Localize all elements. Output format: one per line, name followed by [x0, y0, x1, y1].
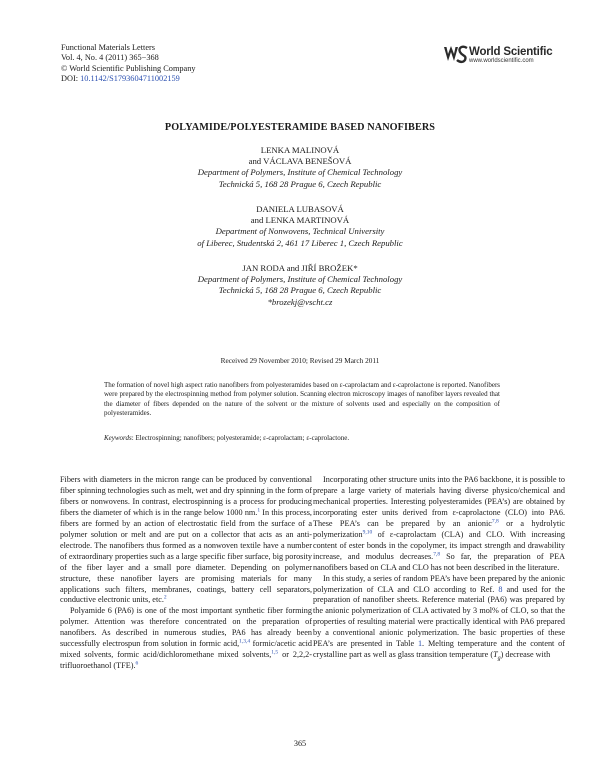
citation[interactable]: 2: [163, 594, 167, 601]
author-group-2: [0, 204, 600, 249]
keywords-label: Keywords: [104, 434, 132, 442]
author-names: and LENKA MARTINOVÁ: [250, 215, 350, 226]
world-scientific-logo-icon: [443, 44, 469, 64]
received-dates: Received 29 November 2010; Revised 29 March 2011: [220, 356, 380, 365]
citation[interactable]: 9,10: [362, 529, 373, 536]
author-names: LENKA MALINOVÁ: [260, 145, 340, 155]
doi-link[interactable]: 10.1142/S1793604711002159: [80, 74, 180, 84]
affiliation: Department of Nonwovens, Technical University: [215, 226, 385, 237]
journal-name: Functional Materials Letters: [61, 43, 156, 52]
publisher-name: World Scientific: [469, 46, 553, 58]
citation[interactable]: 1,3,4: [239, 638, 251, 645]
body-column-right: [313, 475, 565, 665]
journal-doi: DOI: 10.1142/S1793604711002159: [61, 74, 180, 84]
body-column-left: [60, 475, 312, 672]
author-names: and VÁCLAVA BENEŠOVÁ: [248, 156, 352, 167]
affiliation: Technická 5, 168 28 Prague 6, Czech Republic: [218, 285, 382, 296]
keywords: [104, 434, 500, 443]
journal-header: [61, 43, 196, 85]
paragraph: Incorporating other structure units into the PA6 backbone, it is possible to prepare a large variety of materials having diverse physico/chemical and mechanical properties. Interesting polyesteramides (PEA’s) are obtained by incorporating ester units derived from ε-caprolactone (CLO) into PA6. These PEA’s can be prepared by an anionic$^{7,8}$ or a hydrolytic polymerization$^{9,10}$ of ε-caprolactam (CLA) and CLO. With increasing content of ester bonds in the copolymer, its impact strength and drawability increase, and modulus decreases.$^{7,8}$ So far, the preparation of PEA nanofibers based on CLA and CLO has not been described in the literature.: [313, 475, 566, 572]
paragraph: Fibers with diameters in the micron range can be produced by conventional fiber spinning technologies such as melt, wet and dry spinning in the form of fibers or nonwovens. In contrast, electrospinning is a process for producing fibers the diameter of which is in the range below 1000 nm.$^1$ In this process, fibers are formed by an action of electrostatic field from the surface of a polymer solution or melt and are put on a collector that acts as an anti-electrode. The nanofibers thus formed as a nonwoven textile have a number of extraordinary properties such as a large specific fiber surface, big porosity of the fiber layer and a small pore diameter. Depending on polymer structure, these nanofiber layers are promising materials for many applications such filters, membranes, coatings, battery cell separators, conductive electronic units, etc.$^2$: [60, 475, 312, 605]
citation[interactable]: 7,8: [433, 550, 441, 557]
paragraph: In this study, a series of random PEA’s have been prepared by the anionic polymerization of CLA and CLO according to Ref. 8 and used for the preparation of nanofiber sheets. Reference material (PA6) was prepared by the anionic polymerization of CLA activated by 3 mol% of CLO, so that the properties of resulting material were practically identical with PA6 prepared by a conventional anionic polymerization. The basic properties of these PEA’s are presented in Table 1. Melting temperature and the content of crystalline part as well as glass transition temperature $(T_g)$ decrease with: [313, 573, 565, 662]
journal-volume: Vol. 4, No. 4 (2011) 365−368: [61, 53, 159, 63]
publisher-logo: [443, 44, 558, 66]
citation[interactable]: 6: [135, 660, 139, 667]
author-group-3: [0, 263, 600, 308]
citation[interactable]: 7,8: [491, 518, 499, 525]
author-email: *brozekj@vscht.cz: [267, 296, 333, 307]
publisher-url: www.worldscientific.com: [469, 58, 534, 64]
author-group-1: [0, 145, 600, 190]
abstract: The formation of novel high aspect ratio nanofibers from polyesteramides based on ε-caprolactam and ε-caprolactone is reported. Nanofibers were prepared by the electrospinning method from polymer solution. Scanning electron microscopy images of nanofiber layers revealed that the diameter of fibers depended on the nature of the solvent or the mixture of solvents used and especially on the composition of polyesteramides.: [104, 381, 500, 417]
author-names: DANIELA LUBASOVÁ: [256, 204, 344, 214]
journal-copyright: © World Scientific Publishing Company: [61, 63, 196, 73]
page-number: 365: [293, 739, 307, 748]
affiliation: of Liberec, Studentská 2, 461 17 Liberec 1, Czech Republic: [197, 237, 403, 248]
table-link[interactable]: 1: [417, 639, 423, 649]
reference-link[interactable]: 8: [498, 584, 503, 594]
paragraph: Polyamide 6 (PA6) is one of the most important synthetic fiber forming polymer. Attention was therefore concentrated on the preparation of nanofibers. As described in numerous studies, PA6 has already been successfully electrospun from solution in formic acid,$^{1,3,4}$ formic/acetic acid mixed solvents, formic acid/dichloromethane mixed solvents,$^{1,5}$ or 2,2,2-trifluoroethanol (TFE).$^6$: [60, 606, 313, 671]
affiliation: Technická 5, 168 28 Prague 6, Czech Republic: [218, 178, 382, 189]
paper-title: POLYAMIDE/POLYESTERAMIDE BASED NANOFIBERS: [164, 122, 436, 133]
citation[interactable]: 1,5: [271, 649, 279, 656]
citation[interactable]: 1: [257, 507, 261, 514]
author-names: JAN RODA and JIŘÍ BROŽEK*: [242, 263, 358, 273]
affiliation: Department of Polymers, Institute of Chemical Technology: [197, 274, 403, 285]
affiliation: Department of Polymers, Institute of Chemical Technology: [197, 167, 403, 178]
keywords-list: : Electrospinning; nanofibers; polyesteramide; ε-caprolactam; ε-caprolactone.: [131, 434, 350, 442]
